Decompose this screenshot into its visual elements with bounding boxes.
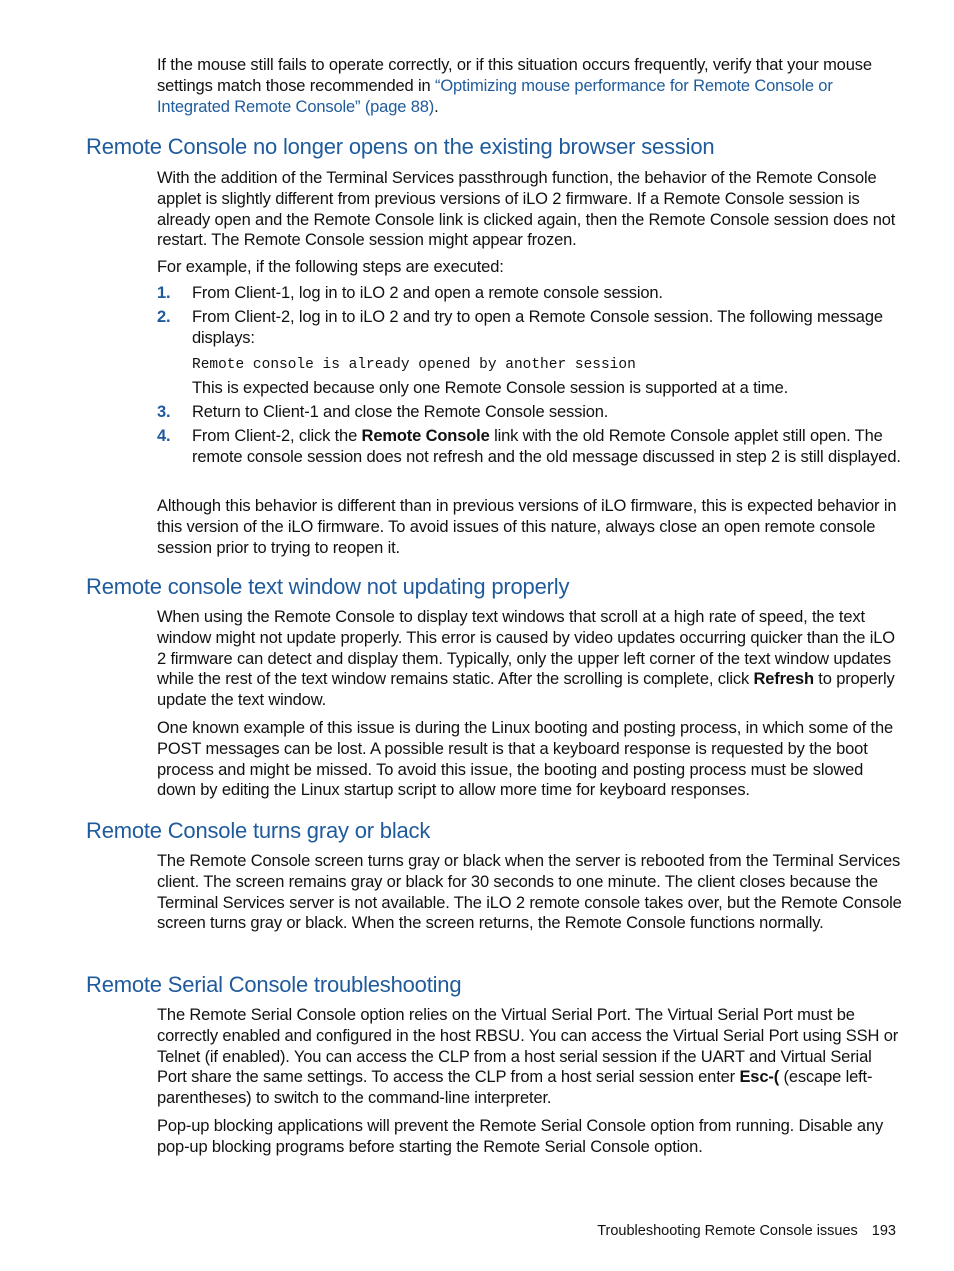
list-item [157, 402, 902, 423]
paragraph-text-end: to properly update the text window. [157, 670, 895, 710]
ui-term-refresh: Refresh [753, 670, 814, 689]
page-footer [597, 1222, 896, 1240]
footer-section-title: Troubleshooting Remote Console issues [597, 1223, 858, 1239]
cross-reference-link[interactable]: “Optimizing mouse performance for Remote Console or Integrated Remote Console” (page 88) [157, 76, 833, 116]
paragraph: One known example of this issue is during the Linux booting and posting process, in which some of the POST messages can be lost. A possible result is that a keyboard response is requested by the boot process and might be missed. To avoid this issue, the booting and posting process must be slowed down by editing the Linux startup script to allow more time for keyboard responses. [157, 719, 894, 800]
intro-text-end: . [434, 97, 439, 116]
step-text: From Client-1, log in to iLO 2 and open a remote console session. [192, 284, 663, 302]
key-sequence: Esc-( [739, 1068, 780, 1087]
paragraph: With the addition of the Terminal Services passthrough function, the behavior of the Remote Console applet is slightly different from previous versions of iLO 2 firmware. If a Remote Console session is already open and the Remote Console link is clicked again, then the Remote Console session does not restart. The Remote Console session might appear frozen. [157, 169, 896, 250]
paragraph [157, 1005, 902, 1109]
step-text [192, 426, 902, 468]
paragraph: The Remote Console screen turns gray or black when the server is rebooted from the Terminal Services client. The screen remains gray or black for 30 seconds to one minute. The client closes because the Terminal Services server is not available. The iLO 2 remote console takes over, but the Remote Console screen turns gray or black. When the screen returns, the Remote Console functions normally. [157, 852, 902, 933]
paragraph: Pop-up blocking applications will prevent the Remote Serial Console option from running. Disable any pop-up blocking programs before starting the Remote Serial Console option. [157, 1117, 884, 1156]
ui-term-remote-console: Remote Console [361, 427, 490, 445]
section-heading-existing-session: Remote Console no longer opens on the existing browser session [86, 134, 715, 159]
code-sample: Remote console is already opened by another session [192, 357, 636, 373]
step-text-b: link with the old Remote Console applet still open. The remote console session does not refresh and the old message discussed in step 2 is still displayed. [192, 427, 901, 466]
paragraph: Although this behavior is different than in previous versions of iLO firmware, this is expected behavior in this version of the iLO firmware. To avoid issues of this nature, always close an open remote console session prior to trying to reopen it. [157, 497, 897, 557]
paragraph-text: When using the Remote Console to display text windows that scroll at a high rate of speed, the text window might not update properly. This error is caused by video updates occurring quicker than the iLO 2 firmware can detect and display them. Typically, only the upper left corner of the text window updates while the rest of the text window remains static. After the scrolling is complete, click [157, 608, 895, 689]
intro-text: If the mouse still fails to operate correctly, or if this situation occurs frequently, verify that your mouse settings match those recommended in [157, 56, 872, 95]
paragraph: For example, if the following steps are executed: [157, 258, 504, 276]
intro-paragraph [157, 55, 902, 117]
page-number: 193 [871, 1223, 896, 1239]
list-item [157, 283, 902, 304]
section-heading-gray-black: Remote Console turns gray or black [86, 818, 431, 843]
section-heading-serial-console: Remote Serial Console troubleshooting [86, 972, 462, 997]
paragraph [157, 607, 902, 711]
step-text: Return to Client-1 and close the Remote Console session. [192, 403, 609, 421]
step-text-a: From Client-2, click the [192, 427, 362, 445]
step-number: 4. [157, 427, 171, 445]
step-number: 1. [157, 284, 171, 302]
paragraph-text: The Remote Serial Console option relies on the Virtual Serial Port. The Virtual Serial Port must be correctly enabled and configured in the host RBSU. You can access the Virtual Serial Port using SSH or Telnet (if enabled). You can access the CLP from a host serial session if the UART and Virtual Serial Port share the same settings. To access the CLP from a host serial session enter [157, 1006, 899, 1087]
step-number: 3. [157, 403, 171, 421]
list-item [157, 426, 902, 468]
section-heading-text-window: Remote console text window not updating properly [86, 574, 570, 599]
list-item [157, 307, 902, 349]
step-note: This is expected because only one Remote Console session is supported at a time. [192, 379, 789, 397]
step-number: 2. [157, 308, 171, 326]
paragraph-text-end: (escape left-parentheses) to switch to the command-line interpreter. [157, 1068, 873, 1108]
step-text: From Client-2, log in to iLO 2 and try to open a Remote Console session. The following message displays: [192, 308, 883, 347]
